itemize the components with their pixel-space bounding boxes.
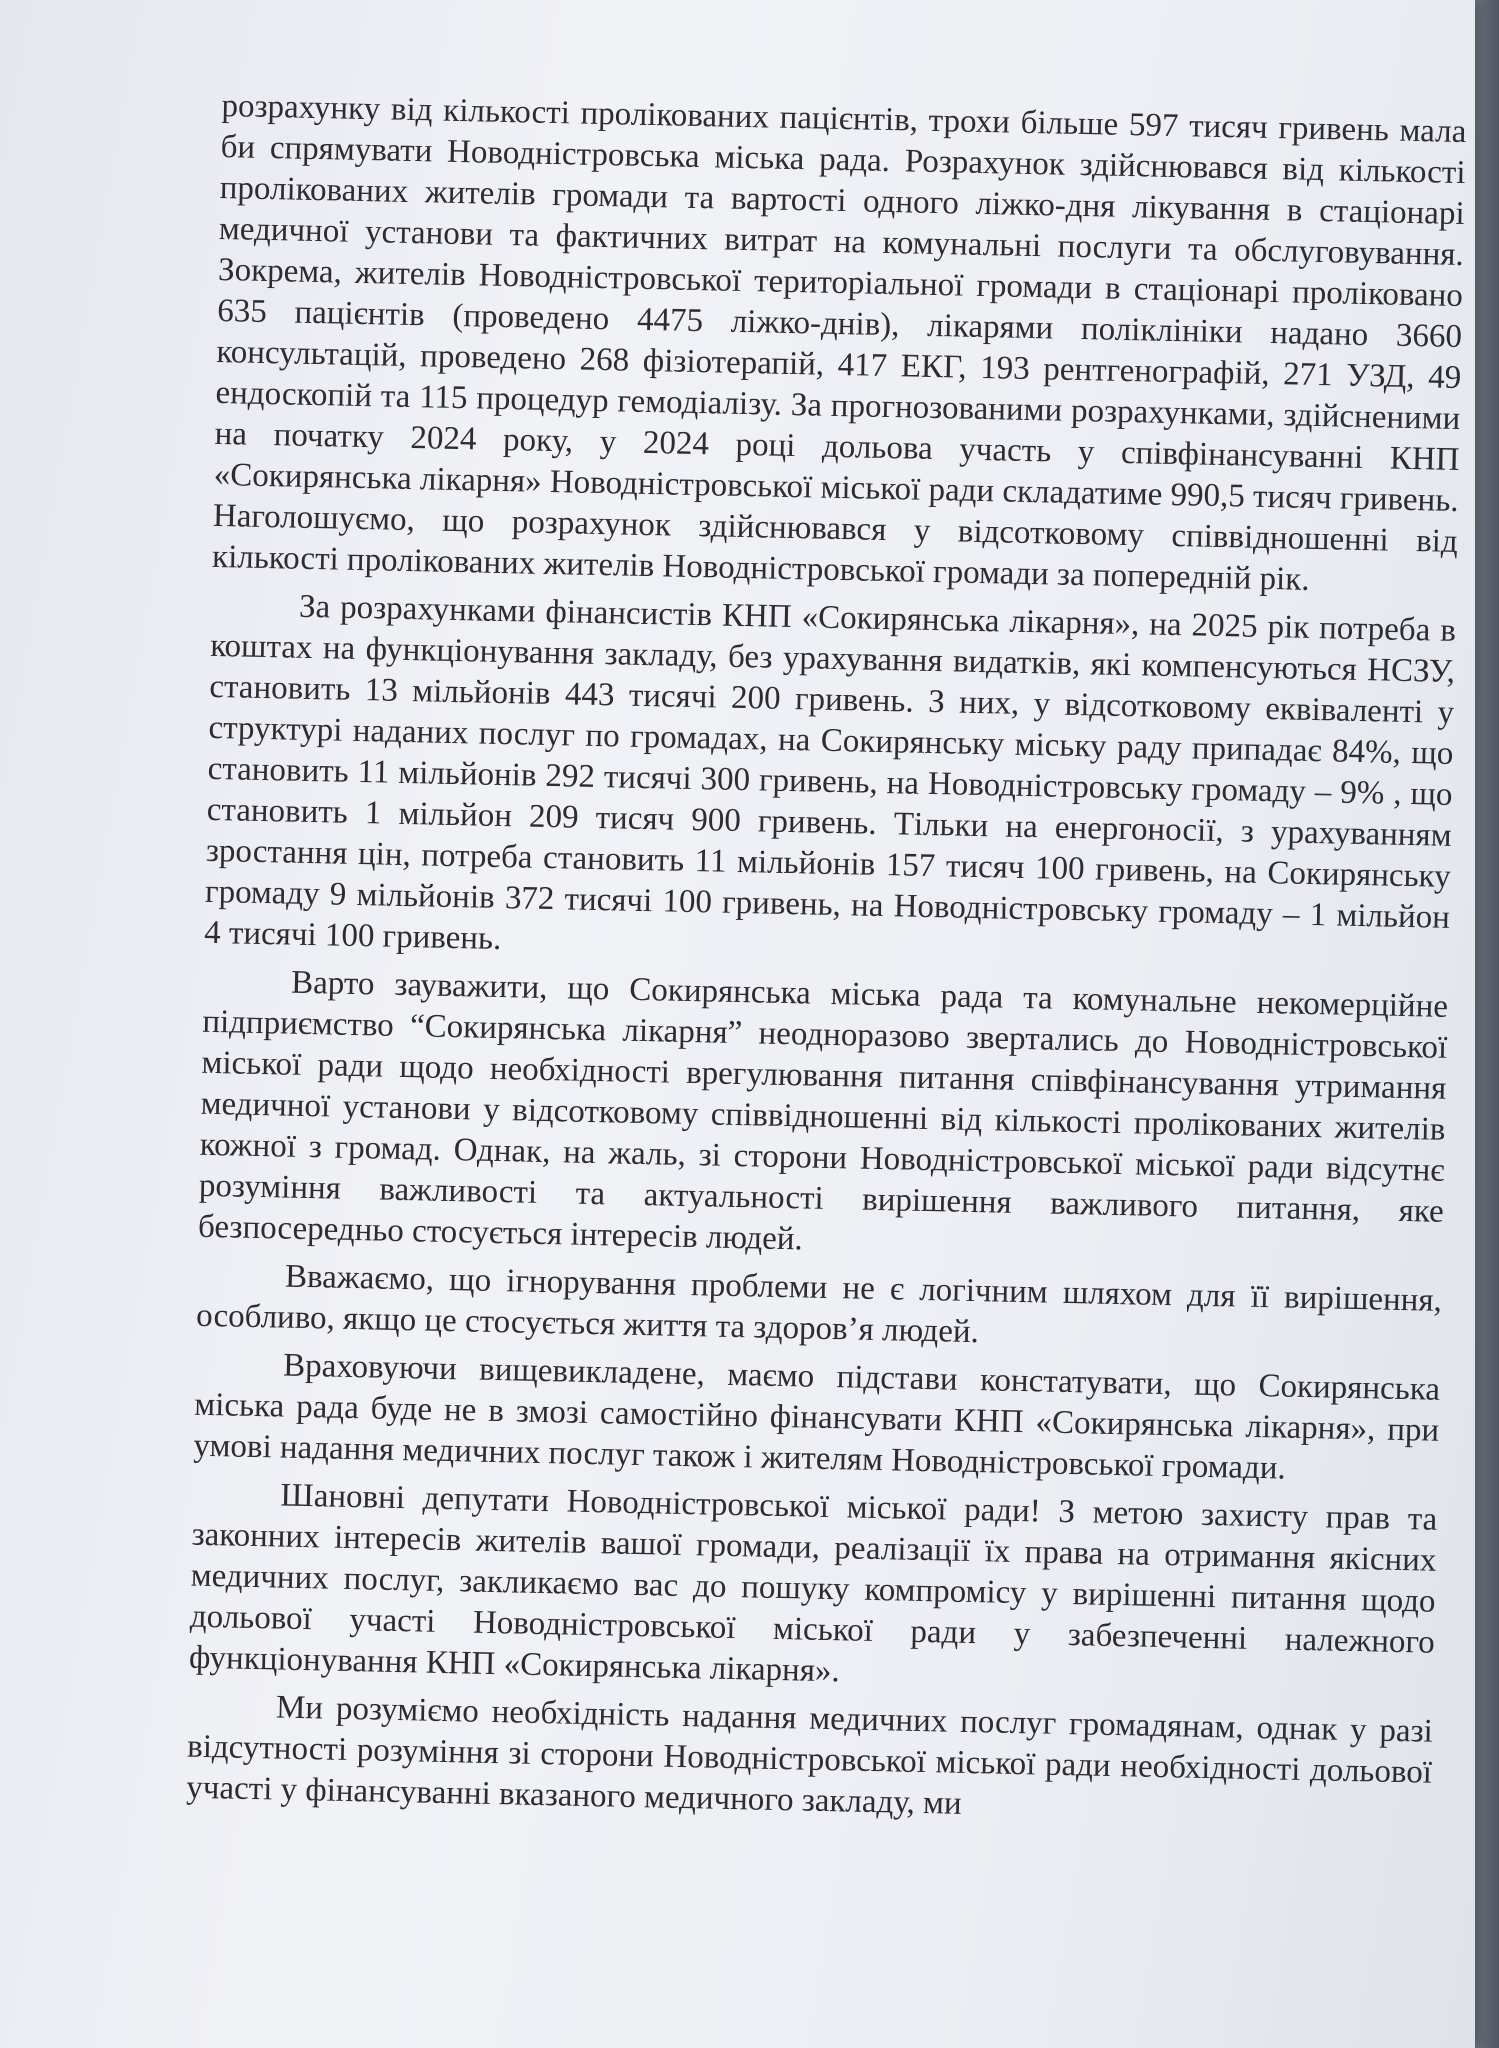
paragraph-continuation: розрахунку від кількості пролікованих пацієнтів, трохи більше 597 тисяч гривень мала би спрямувати Новодністровська міська рада. Розрахунок здійснювався від кількості пролікованих жителів громади та вартості одного ліжко-дня лікування в стаціонарі медичної установи та фактичних витрат на комунальні послуги та обслуговування. Зокрема, жителів Новодністровської територіальної громади в стаціонарі проліковано 635 пацієнтів (проведено 4475 ліжко-днів), лікарями поліклініки надано 3660 консультацій, проведено 268 фізіотерапій, 417 ЕКГ, 193 рентгенографій, 271 УЗД, 49 ендоскопій та 115 процедур гемодіалізу. За прогнозованими розрахунками, здійсненими на початку 2024 року, у 2024 році дольова участь у співфінансуванні КНП «Сокирянська лікарня» Новодністровської міської ради складатиме 990,5 тисяч гривень. Наголошуємо, що розрахунок здійснювався у відсотковому співвідношенні від кількості пролікованих жителів Новодністровської громади за попередній рік. <box>211 87 1467 598</box>
document-body <box>186 86 1467 1842</box>
paragraph-conclusion: Враховуючи вищевикладене, маємо підстави констатувати, що Сокирянська міська рада буде не в змозі самостійно фінансувати КНП «Сокирянська лікарня», при умові надання медичних послуг також і жителям Новодністровської громади. <box>193 1347 1441 1487</box>
paragraph-address-deputies: Шановні депутати Новодністровської міської ради! З метою захисту прав та законних інтересів жителів вашої громади, реалізації їх права на отримання якісних медичних послуг, закликаємо вас до пошуку компромісу у вирішенні питання щодо дольової участі Новодністровської міської ради у забезпеченні належного функціонування КНП «Сокирянська лікарня». <box>188 1477 1438 1690</box>
paragraph-final: Ми розуміємо необхідність надання медичних послуг громадянам, однак у разі відсутності розуміння зі сторони Новодністровської міської ради необхідності дольової участі у фінансуванні вказаного медичного закладу, ми <box>185 1689 1434 1822</box>
paragraph-ignoring-problem: Вважаємо, що ігнорування проблеми не є логічним шляхом для її вирішення, особливо, якщо це стосується життя та здоров’я людей. <box>195 1258 1443 1351</box>
paragraph-funding-2025: За розрахунками фінансистів КНП «Сокирянська лікарня», на 2025 рік потреба в коштах на функціонування закладу, без урахування видатків, які компенсуються НСЗУ, становить 13 мільйонів 443 тисячі 200 гривень. З них, у відсотковому еквіваленті у структурі наданих послуг по громадах, на Сокирянську міську раду припадає 84%, що становить 11 мільйонів 292 тисячі 300 гривень, на Новодністровську громаду – 9% , що становить 1 мільйон 209 тисяч 900 гривень. Тільки на енергоносії, з урахуванням зростання цін, потреба становить 11 мільйонів 157 тисяч 100 гривень, на Сокирянську громаду 9 мільйонів 372 тисячі 100 гривень, на Новодністровську громаду – 1 мільйон 4 тисячі 100 гривень. <box>203 588 1457 958</box>
paragraph-appeals: Варто зауважити, що Сокирянська міська рада та комунальне некомерційне підприємство “Сокирянська лікарня” неодноразово звертались до Новодністровської міської ради щодо необхідності врегулювання питання співфінансування утримання медичної установи у відсотковому співвідношенні від кількості пролікованих жителів кожної з громад. Однак, на жаль, зі сторони Новодністровської міської ради відсутнє розуміння важливості та актуальності вирішення важливого питання, яке безпосередньо стосується інтересів людей. <box>197 964 1449 1258</box>
